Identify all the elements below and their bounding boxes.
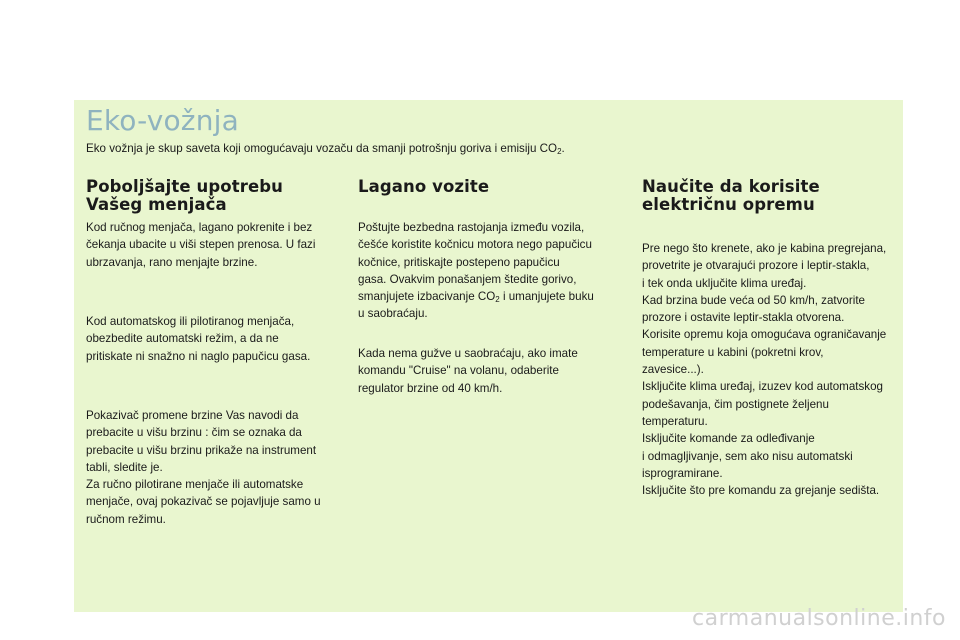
text-line: podešavanja, čim postignete željenu [642,397,829,411]
text-line: čekanja ubacite u viši stepen prenosa. U fazi [86,238,316,252]
text-line: Kada nema gužve u saobraćaju, ako imate [358,347,578,360]
text-line: Kod automatskog ili pilotiranog menjača, [86,315,295,328]
paragraph-gear-indicator [86,407,321,528]
text-line: isprogramirane. [642,466,723,480]
text-line: Kad brzina bude veća od 50 km/h, zatvorite [642,293,865,307]
text-line: Za ručno pilotirane menjače ili automatske [86,478,304,492]
text-fragment: i umanjujete buku [499,290,594,304]
text-line: Pre nego što krenete, ako je kabina pregrejana, [642,242,887,255]
paragraph-manual-gearbox [86,219,315,271]
text-line: Kod ručnog menjača, lagano pokrenite i bez [86,221,313,234]
column-gearbox [86,178,348,214]
text-line: i tek onda uključite klima uređaj. [642,276,807,290]
column-drive-gently [358,178,620,196]
text-line: Isključite komande za odleđivanje [642,432,815,446]
text-line: regulator brzine od 40 km/h. [358,381,503,395]
text-line: kočnice, pritiskajte postepeno papučicu [358,255,560,269]
text-line: Isključite klima uređaj, izuzev kod automatskog [642,380,884,394]
intro-text [86,141,886,157]
text-line: zavesice...). [642,363,704,377]
text-line: temperaturu. [642,414,708,428]
intro-subscript: 2 [557,147,562,156]
heading-electric-line2: električnu opremu [642,195,815,214]
paragraph-automatic-gearbox [86,313,310,365]
text-line: obezbedite automatski režim, a da ne [86,332,279,346]
text-line [358,288,594,305]
text-line: tabli, sledite je. [86,460,163,474]
page-title: Eko-vožnja [86,104,239,137]
text-line: ručnom režimu. [86,512,166,526]
text-line: Pokazivač promene brzine Vas navodi da [86,409,299,422]
heading-electric-equipment [642,178,904,214]
text-fragment: smanjujete izbacivanje CO [358,290,496,304]
text-line: menjače, ovaj pokazivač se pojavljuje samo u [86,495,321,509]
heading-electric-line1: Naučite da korisite [642,177,820,196]
text-line: prebacite u višu brzinu : čim se oznaka da [86,426,302,440]
text-line: ubrzavanja, rano menjajte brzine. [86,255,258,269]
text-line: i odmagljivanje, sem ako nisu automatski [642,449,853,463]
text-line: Poštujte bezbedna rastojanja između vozila, [358,221,585,234]
text-line: komandu "Cruise" na volanu, odaberite [358,364,559,378]
heading-gearbox [86,178,348,214]
text-line: Isključite što pre komandu za grejanje sedišta. [642,484,880,498]
watermark: carmanualsonline.info [692,606,946,631]
heading-drive-gently: Lagano vozite [358,177,490,196]
text-line: pritiskate ni snažno ni naglo papučicu gasa. [86,349,311,363]
paragraph-cruise [358,345,578,397]
text-line: češće koristite kočnicu motora nego papučicu [358,238,592,252]
text-line: temperature u kabini (pokretni krov, [642,345,824,359]
intro-text-end: . [561,142,565,155]
co2-subscript: 2 [495,295,500,305]
paragraph-safe-distance [358,219,594,323]
text-line: prebacite u višu brzinu prikaže na instrument [86,443,317,457]
text-line: prozore i ostavite leptir-stakla otvorena. [642,311,845,325]
text-line: u saobraćaju. [358,307,428,321]
text-line: Korisite opremu koja omogućava ograničavanje [642,328,887,342]
text-line: provetrite je otvarajući prozore i leptir-stakla, [642,259,870,273]
column-electric-equipment [642,178,904,214]
text-line: gasa. Ovakvim ponašanjem štedite gorivo, [358,272,577,286]
intro-text-main: Eko vožnja je skup saveta koji omogućavaju vozaču da smanji potrošnju goriva i emisiju CO [86,142,558,155]
heading-gearbox-line1: Poboljšajte upotrebu [86,177,283,196]
paragraph-electric-tips [642,240,886,499]
heading-gearbox-line2: Vašeg menjača [86,195,227,214]
